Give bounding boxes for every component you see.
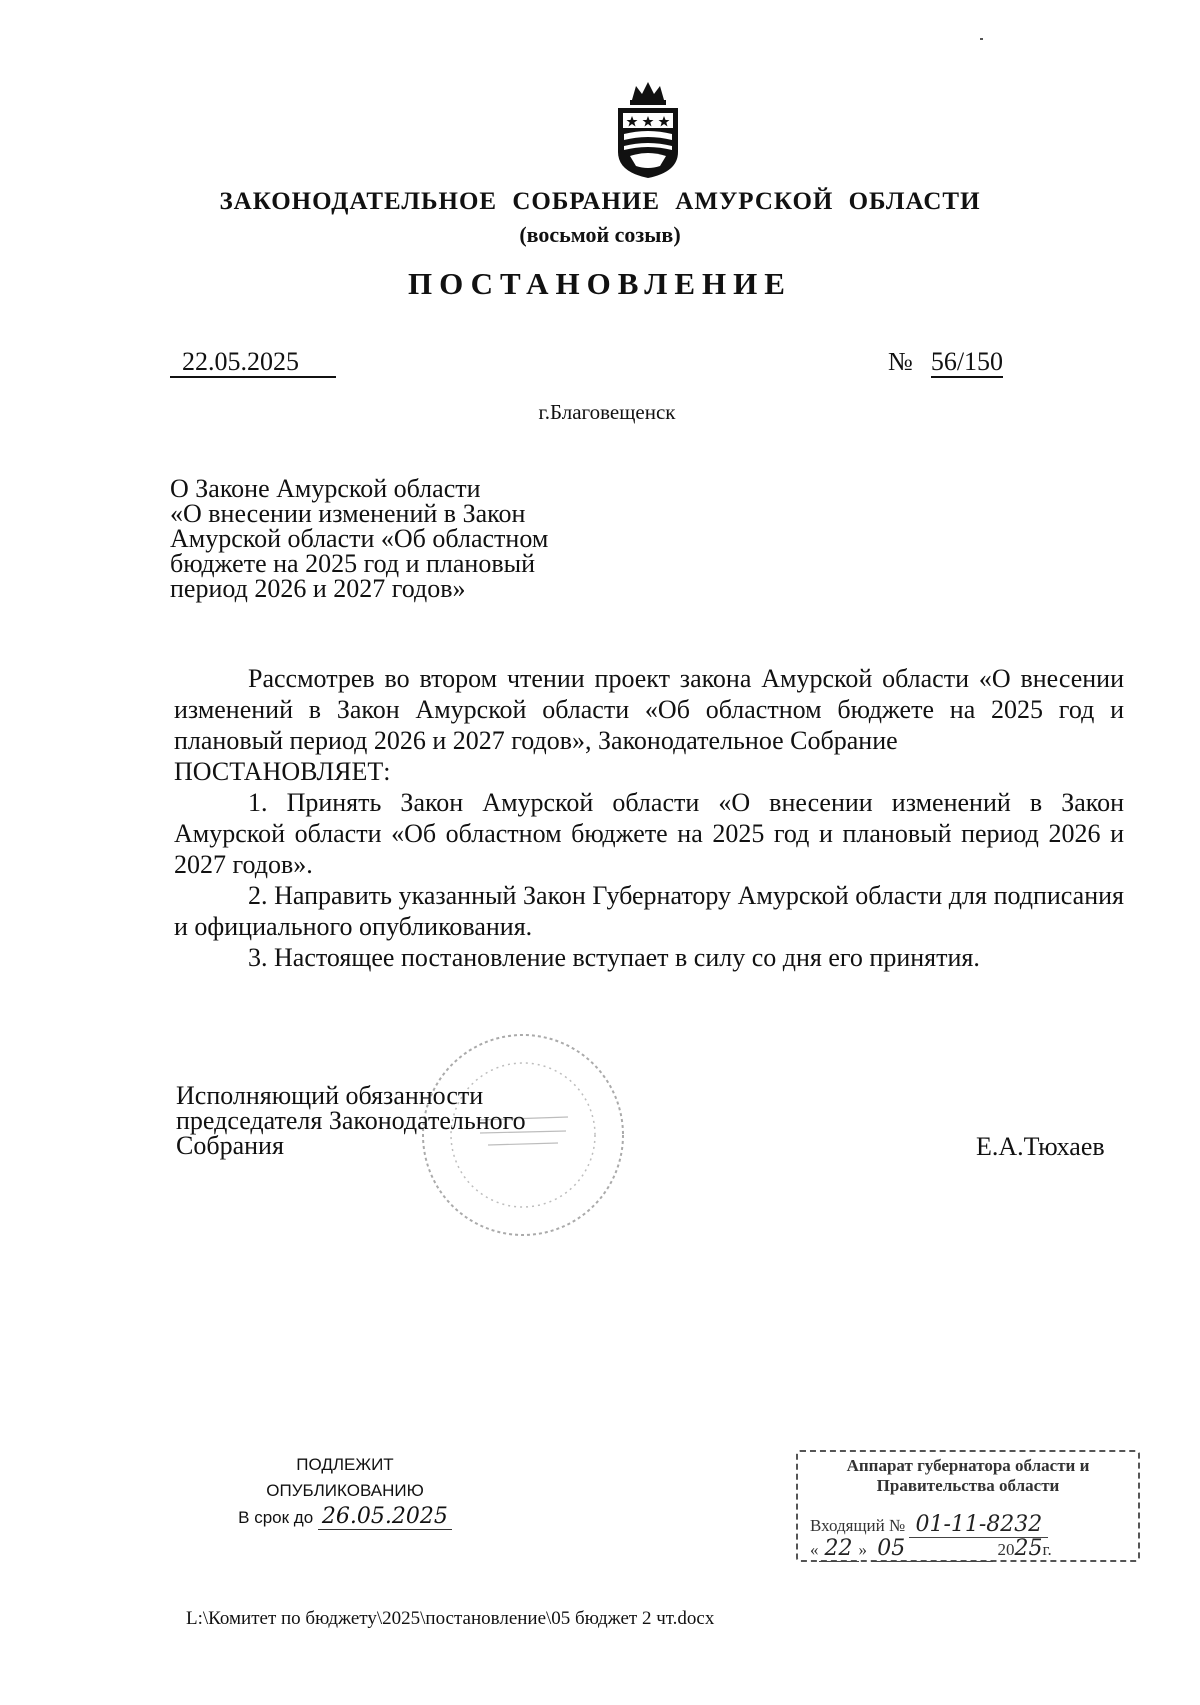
resolution-item: 1. Принять Закон Амурской области «О внесении изменений в Закон Амурской области «Об областном бюджете на 2025 год и плановый период 2026 и 2027 годов».	[174, 788, 1124, 879]
incoming-number: 01-11-8232	[909, 1512, 1048, 1538]
signatory-line: Исполняющий обязанности	[176, 1081, 484, 1110]
incoming-date-row: « 22 » 05 2025г.	[810, 1536, 1052, 1561]
city: г.Благовещенск	[538, 400, 676, 424]
document-number	[888, 348, 1003, 378]
subject-line: бюджете на 2025 год и плановый	[170, 549, 535, 578]
document-body	[174, 663, 1124, 973]
incoming-day: 22	[819, 1536, 859, 1562]
coat-of-arms-emblem	[610, 78, 686, 180]
subject-line: Амурской области «Об областном	[170, 524, 549, 553]
organization-title: ЗАКОНОДАТЕЛЬНОЕ СОБРАНИЕ АМУРСКОЙ ОБЛАСТИ	[219, 188, 981, 215]
document-subject	[170, 476, 630, 601]
number-sign: №	[888, 347, 913, 376]
deadline-label: В срок до	[238, 1508, 314, 1527]
preamble-paragraph: Рассмотрев во втором чтении проект закона Амурской области «О внесении изменений в Закон Амурской области «Об областном бюджете на 2025 год и плановый период 2026 и 2027 годов», Законодательное Собрание	[174, 664, 1124, 755]
document-type: ПОСТАНОВЛЕНИЕ	[408, 266, 792, 301]
subject-line: «О внесении изменений в Закон	[170, 499, 526, 528]
convocation: (восьмой созыв)	[519, 222, 681, 247]
incoming-year-prefix: 20	[997, 1540, 1015, 1559]
publication-line: ПОДЛЕЖИТ	[296, 1455, 394, 1474]
incoming-month: 05	[871, 1536, 993, 1562]
subject-line: О Законе Амурской области	[170, 474, 481, 503]
signatory-line: председателя Законодательного	[176, 1106, 526, 1135]
subject-line: период 2026 и 2027 годов»	[170, 574, 466, 603]
stamp-office-line: Правительства области	[876, 1476, 1060, 1495]
number-value: 56/150	[930, 347, 1004, 376]
incoming-number-row	[810, 1512, 1048, 1538]
scan-speck	[980, 38, 983, 40]
resolution-item: 3. Настоящее постановление вступает в силу со дня его принятия.	[248, 943, 980, 972]
signatory-name: Е.А.Тюхаев	[976, 1132, 1105, 1161]
incoming-year-unit: г.	[1042, 1540, 1052, 1559]
deadline-date: 26.05.2025	[318, 1504, 452, 1530]
resolves-heading: ПОСТАНОВЛЯЕТ:	[174, 757, 391, 786]
signatory-position	[176, 1083, 526, 1158]
stamp-office-line: Аппарат губернатора области и	[846, 1456, 1090, 1475]
incoming-year-suffix: 25	[1014, 1536, 1043, 1561]
publication-line: ОПУБЛИКОВАНИЮ	[266, 1481, 424, 1500]
incoming-label: Входящий №	[810, 1516, 906, 1535]
publication-deadline	[225, 1504, 465, 1531]
document-date: 22.05.2025	[170, 348, 336, 378]
file-path-footer: L:\Комитет по бюджету\2025\постановление\05 бюджет 2 чт.docx	[186, 1608, 715, 1629]
signatory-line: Собрания	[176, 1131, 284, 1160]
publication-stamp	[225, 1452, 465, 1531]
resolution-item: 2. Направить указанный Закон Губернатору Амурской области для подписания и официального опубликования.	[174, 881, 1124, 941]
incoming-registration-stamp	[796, 1450, 1140, 1562]
